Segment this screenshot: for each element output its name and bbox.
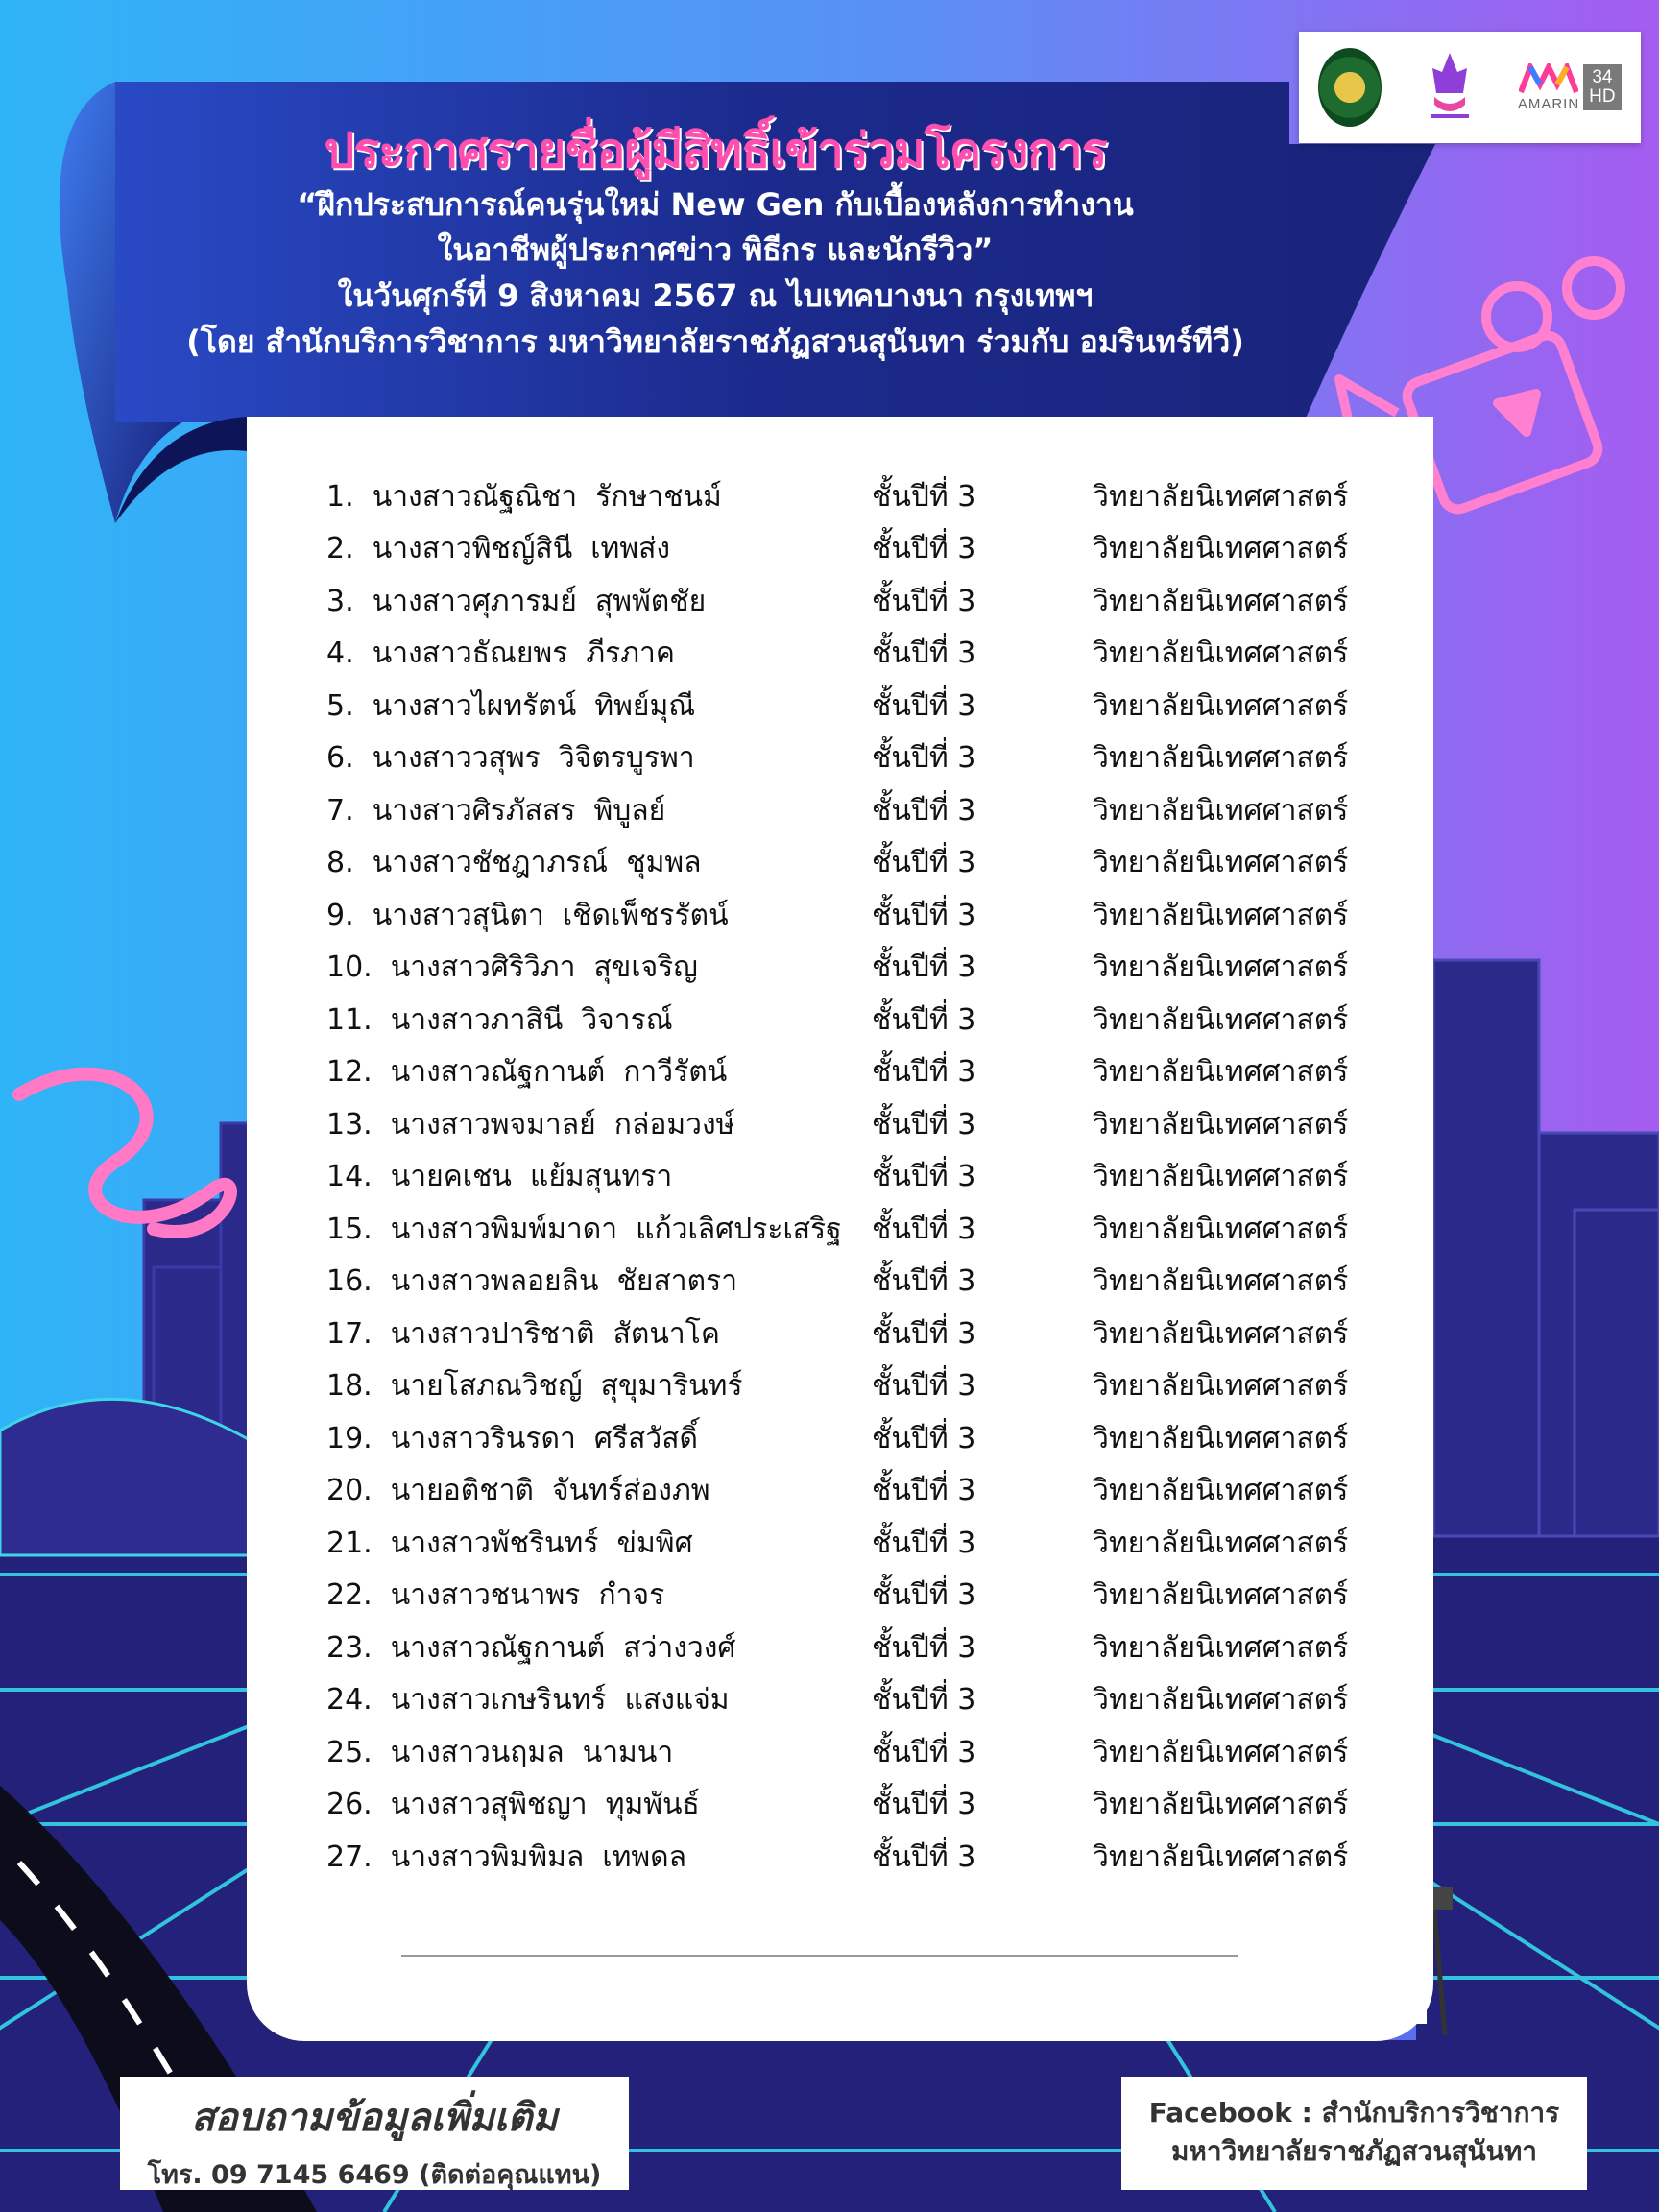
participant-fullname: นางสาวเกษรินทร์ แสงแจ่ม [390, 1683, 730, 1718]
participant-fullname: นางสาวพัชรินทร์ ข่มพิศ [390, 1526, 693, 1560]
event-date-venue: ในวันศุกร์ที่ 9 สิงหาคม 2567 ณ ไบเทคบางนา กรุงเทพฯ [337, 277, 1094, 314]
participant-fullname: นางสาวณัฐกานต์ สว่างวงศ์ [390, 1630, 736, 1665]
participant-faculty: วิทยาลัยนิเทศศาสตร์ [1093, 1839, 1349, 1874]
participant-fullname: นางสาวปาริชาติ สัตนาโค [390, 1316, 720, 1351]
organizers: (โดย สำนักบริการวิชาการ มหาวิทยาลัยราชภัฏสวนสุนันทา ร่วมกับ อมรินทร์ทีวี) [186, 324, 1244, 360]
participant-row [326, 1203, 1382, 1256]
contact-box [120, 2077, 629, 2190]
participant-fullname: นางสาวชนาพร กำจร [390, 1578, 665, 1613]
participant-fullname: นางสาววสุพร วิจิตรบูรพา [372, 741, 695, 776]
participant-name [326, 1207, 872, 1252]
participant-faculty: วิทยาลัยนิเทศศาสตร์ [1093, 1107, 1349, 1142]
participant-year: ชั้นปีที่ 3 [872, 1369, 976, 1404]
participant-faculty: วิทยาลัยนิเทศศาสตร์ [1093, 741, 1349, 776]
participant-name [326, 1259, 872, 1304]
participant-year: ชั้นปีที่ 3 [872, 1630, 976, 1665]
participant-faculty: วิทยาลัยนิเทศศาสตร์ [1093, 479, 1349, 514]
participant-name [326, 1416, 872, 1461]
participant-faculty: วิทยาลัยนิเทศศาสตร์ [1093, 1526, 1349, 1560]
participant-row [326, 733, 1382, 785]
participant-name [326, 1677, 872, 1722]
participant-row [326, 1046, 1382, 1099]
participant-year: ชั้นปีที่ 3 [872, 1107, 976, 1142]
participant-row [326, 1308, 1382, 1360]
participant-faculty: วิทยาลัยนิเทศศาสตร์ [1093, 1264, 1349, 1299]
participant-number: 16. [326, 1264, 373, 1299]
facebook-line-2: มหาวิทยาลัยราชภัฏสวนสุนันทา [1170, 2135, 1538, 2167]
participant-name [326, 1102, 872, 1147]
participant-fullname: นางสาวพิชญ์สินี เทพส่ง [372, 532, 671, 566]
academic-service-logo [1421, 49, 1479, 126]
participant-year: ชั้นปีที่ 3 [872, 1474, 976, 1508]
participant-faculty: วิทยาลัยนิเทศศาสตร์ [1093, 1160, 1349, 1194]
participant-row [326, 628, 1382, 681]
participant-number: 21. [326, 1526, 373, 1560]
participant-fullname: นายคเชน แย้มสุนทรา [390, 1160, 673, 1194]
participant-faculty: วิทยาลัยนิเทศศาสตร์ [1093, 637, 1349, 671]
participant-fullname: นางสาวสุพิชญา ทุมพันธ์ [390, 1788, 700, 1822]
participant-year: ชั้นปีที่ 3 [872, 1526, 976, 1560]
participant-name [326, 1363, 872, 1408]
participant-name [326, 1311, 872, 1357]
project-name-line-2: ในอาชีพผู้ประกาศข่าว พิธีกร และนักรีวิว” [437, 231, 994, 268]
participant-row [326, 1151, 1382, 1204]
participant-number: 4. [326, 637, 354, 671]
participant-faculty: วิทยาลัยนิเทศศาสตร์ [1093, 793, 1349, 828]
participant-faculty: วิทยาลัยนิเทศศาสตร์ [1093, 1683, 1349, 1718]
participant-number: 22. [326, 1578, 373, 1613]
participant-fullname: นางสาวรินรดา ศรีสวัสดิ์ [390, 1421, 699, 1455]
participant-row [326, 680, 1382, 733]
participant-fullname: นางสาวพจมาลย์ กล่อมวงษ์ [390, 1107, 735, 1142]
participant-row [326, 1465, 1382, 1518]
participant-fullname: นางสาวพิมพิมล เทพดล [390, 1839, 687, 1874]
participant-fullname: นางสาวภาสินี วิจารณ์ [390, 1002, 673, 1037]
facebook-line-1: Facebook : สำนักบริการวิชาการ [1148, 2097, 1560, 2128]
university-seal-logo [1318, 48, 1382, 127]
page-title: ประกาศรายชื่อผู้มีสิทธิ์เข้าร่วมโครงการ [324, 123, 1107, 179]
participant-number: 1. [326, 479, 354, 514]
participant-faculty: วิทยาลัยนิเทศศาสตร์ [1093, 1788, 1349, 1822]
participant-fullname: นางสาวศิริวิภา สุขเจริญ [390, 950, 698, 985]
participant-number: 5. [326, 688, 354, 723]
participant-faculty: วิทยาลัยนิเทศศาสตร์ [1093, 688, 1349, 723]
participant-name [326, 1154, 872, 1199]
participant-fullname: นางสาวชัชฎาภรณ์ ชุมพล [372, 846, 702, 880]
amarin-mark-icon [1519, 63, 1578, 96]
participant-faculty: วิทยาลัยนิเทศศาสตร์ [1093, 1055, 1349, 1090]
participant-row [326, 1098, 1382, 1151]
participant-number: 3. [326, 584, 354, 618]
participant-number: 7. [326, 793, 354, 828]
participant-name [326, 1625, 872, 1671]
participant-name [326, 893, 872, 938]
amarin-logo [1518, 63, 1622, 112]
participant-name [326, 1049, 872, 1094]
participant-fullname: นางสาวพิมพ์มาดา แก้วเลิศประเสริฐ [390, 1212, 842, 1246]
participant-year: ชั้นปีที่ 3 [872, 1788, 976, 1822]
partner-logos [1299, 32, 1641, 143]
contact-phone: โทร. 09 7145 6469 (ติดต่อคุณแทน) [147, 2160, 602, 2190]
participant-year: ชั้นปีที่ 3 [872, 637, 976, 671]
participant-year: ชั้นปีที่ 3 [872, 532, 976, 566]
participant-name [326, 1730, 872, 1775]
participant-number: 24. [326, 1683, 373, 1718]
participant-row [326, 1779, 1382, 1832]
participant-row [326, 1360, 1382, 1413]
amarin-wordmark: AMARIN [1517, 95, 1580, 112]
participant-name [326, 684, 872, 729]
participant-fullname: นายอติชาติ จันทร์ส่องภพ [390, 1474, 710, 1508]
participant-faculty: วิทยาลัยนิเทศศาสตร์ [1093, 950, 1349, 985]
participant-year: ชั้นปีที่ 3 [872, 1421, 976, 1455]
participant-name [326, 526, 872, 571]
participant-row [326, 942, 1382, 995]
participant-number: 13. [326, 1107, 373, 1142]
participant-name [326, 945, 872, 990]
participant-row [326, 1622, 1382, 1674]
participant-name [326, 840, 872, 885]
participant-year: ชั้นปีที่ 3 [872, 1160, 976, 1194]
participant-year: ชั้นปีที่ 3 [872, 584, 976, 618]
participant-number: 17. [326, 1316, 373, 1351]
participant-name [326, 474, 872, 519]
participant-number: 8. [326, 846, 354, 880]
participant-faculty: วิทยาลัยนิเทศศาสตร์ [1093, 1369, 1349, 1404]
participant-fullname: นางสาวสุนิตา เชิดเพ็ชรรัตน์ [372, 898, 729, 932]
participant-row [326, 1570, 1382, 1623]
participant-name [326, 631, 872, 676]
participant-name [326, 788, 872, 833]
participant-number: 9. [326, 898, 354, 932]
participant-fullname: นางสาวศุภารมย์ สุพพัตชัย [372, 584, 707, 618]
participant-faculty: วิทยาลัยนิเทศศาสตร์ [1093, 1735, 1349, 1769]
participant-year: ชั้นปีที่ 3 [872, 1578, 976, 1613]
participant-faculty: วิทยาลัยนิเทศศาสตร์ [1093, 1316, 1349, 1351]
participant-row [326, 1726, 1382, 1779]
participant-number: 10. [326, 950, 373, 985]
participant-name [326, 1782, 872, 1827]
participant-number: 25. [326, 1735, 373, 1769]
participant-row [326, 1412, 1382, 1465]
participant-row [326, 470, 1382, 523]
participant-year: ชั้นปีที่ 3 [872, 741, 976, 776]
participant-row [326, 994, 1382, 1046]
participant-year: ชั้นปีที่ 3 [872, 1735, 976, 1769]
participant-row [326, 1831, 1382, 1884]
participant-year: ชั้นปีที่ 3 [872, 1055, 976, 1090]
participant-faculty: วิทยาลัยนิเทศศาสตร์ [1093, 1212, 1349, 1246]
participant-row [326, 575, 1382, 628]
participant-year: ชั้นปีที่ 3 [872, 479, 976, 514]
divider [401, 1955, 1238, 1957]
participant-number: 11. [326, 1002, 373, 1037]
participant-year: ชั้นปีที่ 3 [872, 1264, 976, 1299]
participant-faculty: วิทยาลัยนิเทศศาสตร์ [1093, 1630, 1349, 1665]
participant-row [326, 1256, 1382, 1309]
participant-name [326, 1468, 872, 1513]
participant-year: ชั้นปีที่ 3 [872, 898, 976, 932]
participant-year: ชั้นปีที่ 3 [872, 688, 976, 723]
participant-year: ชั้นปีที่ 3 [872, 950, 976, 985]
participant-number: 15. [326, 1212, 373, 1246]
participant-fullname: นายโสภณวิชญ์ สุขุมารินทร์ [390, 1369, 743, 1404]
participant-row [326, 1517, 1382, 1570]
participant-name [326, 579, 872, 624]
participant-name [326, 735, 872, 781]
participant-fullname: นางสาวณัฐณิชา รักษาชนม์ [372, 479, 722, 514]
contact-heading: สอบถามข้อมูลเพิ่มเติม [191, 2096, 558, 2140]
participant-row [326, 784, 1382, 837]
participant-year: ชั้นปีที่ 3 [872, 1316, 976, 1351]
participant-faculty: วิทยาลัยนิเทศศาสตร์ [1093, 1421, 1349, 1455]
participant-row [326, 889, 1382, 942]
participant-year: ชั้นปีที่ 3 [872, 846, 976, 880]
facebook-box [1121, 2077, 1587, 2190]
project-name-line-1: “ฝึกประสบการณ์คนรุ่นใหม่ New Gen กับเบื้องหลังการทำงาน [297, 186, 1134, 223]
participant-faculty: วิทยาลัยนิเทศศาสตร์ [1093, 584, 1349, 618]
participant-year: ชั้นปีที่ 3 [872, 1002, 976, 1037]
participant-year: ชั้นปีที่ 3 [872, 1683, 976, 1718]
participant-number: 6. [326, 741, 354, 776]
channel-hd: HD [1589, 86, 1616, 107]
participant-row [326, 523, 1382, 576]
participant-number: 23. [326, 1630, 373, 1665]
participant-faculty: วิทยาลัยนิเทศศาสตร์ [1093, 532, 1349, 566]
participant-fullname: นางสาวศิรภัสสร พิบูลย์ [372, 793, 666, 828]
participant-faculty: วิทยาลัยนิเทศศาสตร์ [1093, 846, 1349, 880]
participant-fullname: นางสาวนฤมล นามนา [390, 1735, 674, 1769]
participant-number: 27. [326, 1839, 373, 1874]
participant-number: 12. [326, 1055, 373, 1090]
participant-row [326, 837, 1382, 890]
participant-number: 2. [326, 532, 354, 566]
participant-number: 18. [326, 1369, 373, 1404]
participant-fullname: นางสาวธัณยพร ภีรภาค [372, 637, 675, 671]
participant-faculty: วิทยาลัยนิเทศศาสตร์ [1093, 898, 1349, 932]
participant-year: ชั้นปีที่ 3 [872, 793, 976, 828]
participant-year: ชั้นปีที่ 3 [872, 1212, 976, 1246]
participant-list [326, 470, 1382, 1884]
participant-row [326, 1674, 1382, 1727]
participant-faculty: วิทยาลัยนิเทศศาสตร์ [1093, 1002, 1349, 1037]
channel-number: 34 [1592, 67, 1613, 87]
participant-number: 26. [326, 1788, 373, 1822]
participant-year: ชั้นปีที่ 3 [872, 1839, 976, 1874]
participant-faculty: วิทยาลัยนิเทศศาสตร์ [1093, 1578, 1349, 1613]
participant-name [326, 1835, 872, 1880]
participant-fullname: นางสาวพลอยลิน ชัยสาตรา [390, 1264, 738, 1299]
channel-badge [1583, 64, 1621, 110]
participant-fullname: นางสาวณัฐกานต์ กาวีรัตน์ [390, 1055, 728, 1090]
participant-number: 20. [326, 1474, 373, 1508]
participant-number: 19. [326, 1421, 373, 1455]
participant-number: 14. [326, 1160, 373, 1194]
participant-faculty: วิทยาลัยนิเทศศาสตร์ [1093, 1474, 1349, 1508]
participant-name [326, 1521, 872, 1566]
participant-name [326, 998, 872, 1043]
participant-name [326, 1573, 872, 1618]
participant-fullname: นางสาวไผทรัตน์ ทิพย์มุณี [372, 688, 696, 723]
